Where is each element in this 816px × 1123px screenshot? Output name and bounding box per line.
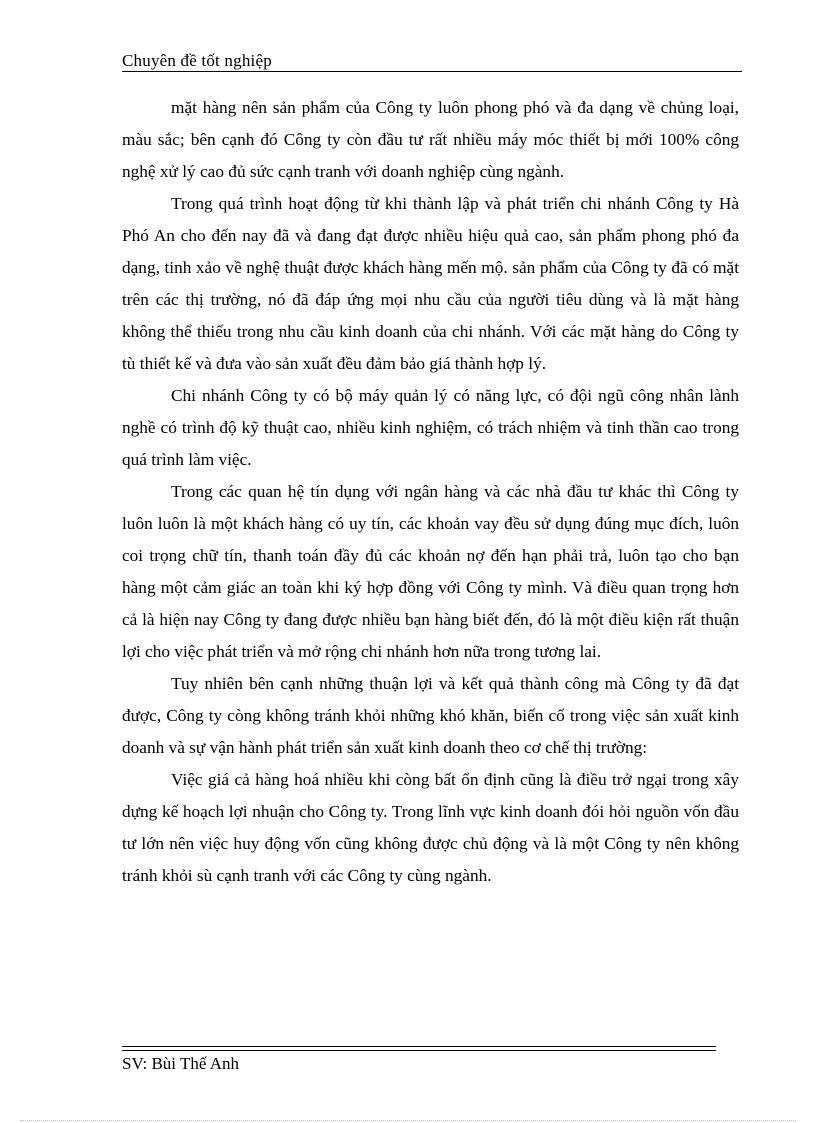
footer-rule-bottom: [122, 1050, 716, 1051]
header-title: Chuyên đề tốt nghiệp: [122, 51, 272, 70]
footer-rule-top: [122, 1046, 716, 1047]
paragraph-2: Trong quá trình hoạt động từ khi thành lập và phát triển chi nhánh Công ty Hà Phó An cho đến nay đã và đang đạt được nhiều hiệu quả cao, sản phẩm phong phó đa dạng, tinh xảo về nghệ thuật được khách hàng mến mộ. sản phẩm của Công ty đã có mặt trên các thị trường, nó đã đáp ứng mọi nhu cầu của người tiêu dùng và là mặt hàng không thể thiếu trong nhu cầu kinh doanh của chi nhánh. Với các mặt hàng do Công ty tù thiết kế và đưa vào sản xuất đều đảm bảo giá thành hợp lý.: [122, 194, 739, 373]
page-header: [122, 49, 742, 72]
body-text: [122, 92, 739, 892]
paragraph-6: Việc giá cả hàng hoá nhiều khi còng bất ổn định cũng là điều trở ngại trong xây dựng kế hoạch lợi nhuận cho Công ty. Trong lĩnh vực kinh doanh đói hỏi nguồn vốn đầu tư lớn nên việc huy động vốn cũng không được chủ động và là một Công ty nên không tránh khỏi sù cạnh tranh với các Công ty cùng ngành.: [122, 770, 739, 885]
footer-author: SV: Bùi Thế Anh: [122, 1054, 239, 1073]
paragraph-1: mặt hàng nên sản phẩm của Công ty luôn phong phó và đa dạng về chủng loại, màu sắc; bên cạnh đó Công ty còn đầu tư rất nhiều máy móc thiết bị mới 100% công nghệ xử lý cao đủ sức cạnh tranh với doanh nghiệp cùng ngành.: [122, 98, 739, 181]
page-bottom-divider: [20, 1120, 796, 1121]
paragraph-4: Trong các quan hệ tín dụng với ngân hàng và các nhà đầu tư khác thì Công ty luôn luôn là một khách hàng có uy tín, các khoản vay đều sử dụng đúng mục đích, luôn coi trọng chữ tín, thanh toán đầy đủ các khoản nợ đến hạn phải trả, luôn tạo cho bạn hàng một cảm giác an toàn khi ký hợp đồng với Công ty mình. Và điều quan trọng hơn cả là hiện nay Công ty đang được nhiều bạn hàng biết đến, đó là một điều kiện rất thuận lợi cho việc phát triển và mở rộng chi nhánh hơn nữa trong tương lai.: [122, 482, 739, 661]
paragraph-5: Tuy nhiên bên cạnh những thuận lợi và kết quả thành công mà Công ty đã đạt được, Công ty còng không tránh khỏi những khó khăn, biến cố trong việc sản xuất kinh doanh và sự vận hành phát triển sản xuất kinh doanh theo cơ chế thị trường:: [122, 674, 739, 757]
paragraph-3: Chi nhánh Công ty có bộ máy quản lý có năng lực, có đội ngũ công nhân lành nghề có trình độ kỹ thuật cao, nhiều kinh nghiệm, có trách nhiệm và tinh thần cao trong quá trình làm việc.: [122, 386, 739, 469]
